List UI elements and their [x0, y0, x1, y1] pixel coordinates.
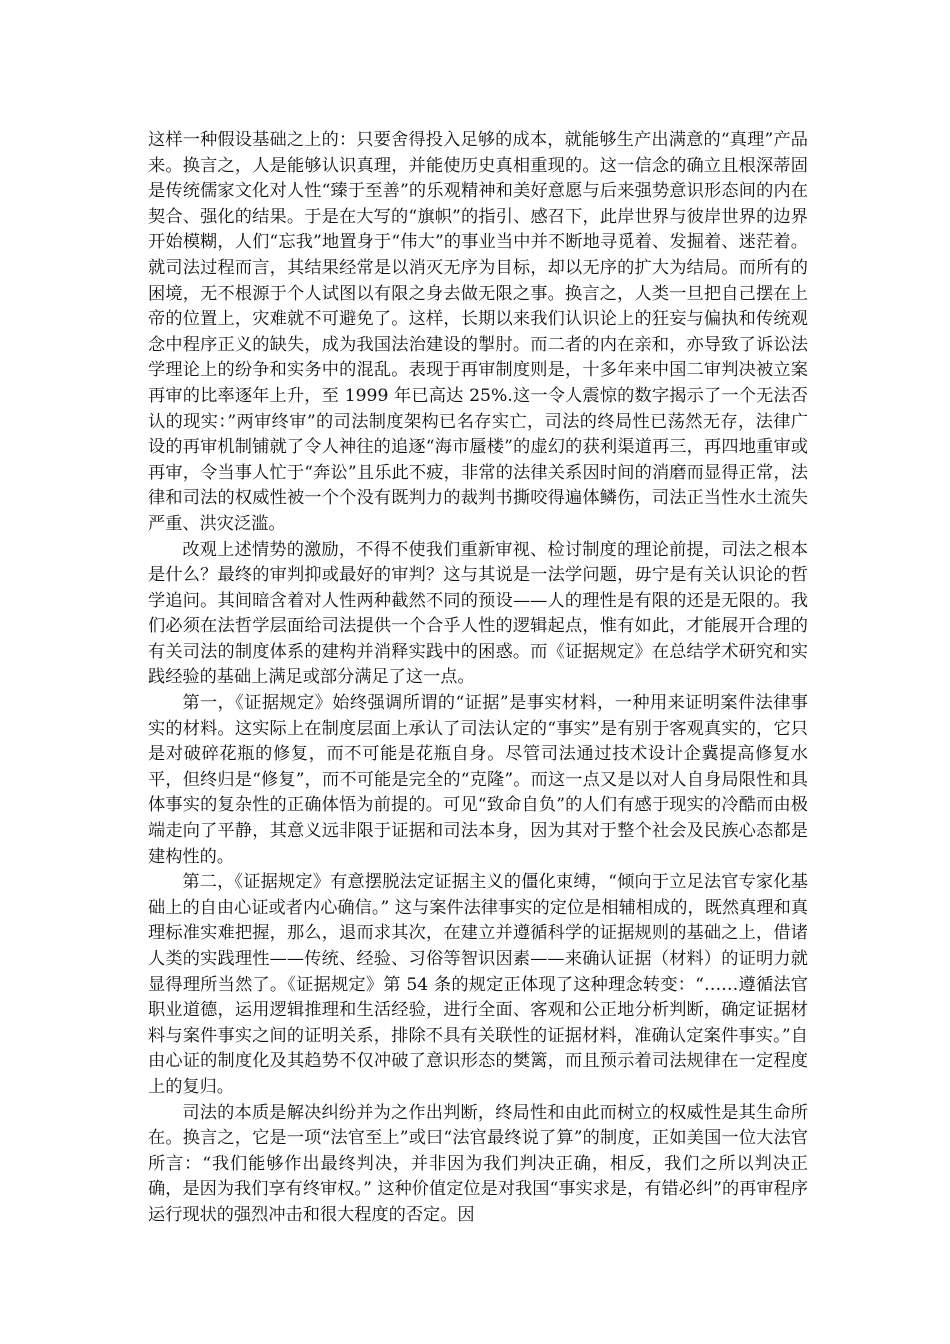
paragraph-2: 改观上述情势的激励，不得不使我们重新审视、检讨制度的理论前提，司法之根本是什么？最终的审判抑或最好的审判？这与其说是一法学问题，毋宁是有关认识论的哲学追问。其间暗含着对人性两种截然不同的预设——人的理性是有限的还是无限的。我们必须在法哲学层面给司法提供一个合乎人性的逻辑起点，惟有如此，才能展开合理的有关司法的制度体系的建构并消释实践中的困惑。而《证据规定》在总结学术研究和实践经验的基础上满足或部分满足了这一点。 — [148, 539, 808, 688]
paragraph-5: 司法的本质是解决纠纷并为之作出判断，终局性和由此而树立的权威性是其生命所在。换言之，它是一项“法官至上”或曰“法官最终说了算”的制度，正如美国一位大法官所言：“我们能够作出最终判决，并非因为我们判决正确，相反，我们之所以判决正确，是因为我们享有终审权。” 这种价值定位是对我国“事实求是，有错必纠”的再审程序运行现状的强烈冲击和很大程度的否定。因 — [148, 1102, 808, 1225]
document-body — [148, 128, 808, 1229]
paragraph-1: 这样一种假设基础之上的：只要舍得投入足够的成本，就能够生产出满意的“真理”产品来。换言之，人是能够认识真理，并能使历史真相重现的。这一信念的确立且根深蒂固是传统儒家文化对人性“臻于至善”的乐观精神和美好意愿与后来强势意识形态间的内在契合、强化的结果。于是在大写的“旗帜”的指引、感召下，此岸世界与彼岸世界的边界开始模糊，人们“忘我”地置身于“伟大”的事业当中并不断地寻觅着、发掘着、迷茫着。就司法过程而言，其结果经常是以消灭无序为目标，却以无序的扩大为结局。而所有的困境，无不根源于个人试图以有限之身去做无限之事。换言之，人类一旦把自己摆在上帝的位置上，灾难就不可避免了。这样，长期以来我们认识论上的狂妄与偏执和传统观念中程序正义的缺失，成为我国法治建设的掣肘。而二者的内在亲和，亦导致了诉讼法学理论上的纷争和实务中的混乱。表现于再审制度则是，十多年来中国二审判决被立案再审的比率逐年上升，至 1999 年已高达 25%.这一令人震惊的数字揭示了一个无法否认的现实：”两审终审”的司法制度架构已名存实亡，司法的终局性已荡然无存，法律广设的再审机制铺就了令人神往的追逐“海市蜃楼”的虚幻的获利渠道再三，再四地重审或再审，令当事人忙于“奔讼”且乐此不疲，非常的法律关系因时间的消磨而显得正常，法律和司法的权威性被一个个没有既判力的裁判书撕咬得遍体鳞伤，司法正当性水土流失严重、洪灾泛滥。 — [148, 130, 808, 534]
paragraph-3: 第一，《证据规定》始终强调所谓的“证据”是事实材料，一种用来证明案件法律事实的材料。这实际上在制度层面上承认了司法认定的“事实”是有别于客观真实的，它只是对破碎花瓶的修复，而不可能是花瓶自身。尽管司法通过技术设计企冀提高修复水平，但终归是“修复”，而不可能是完全的“克隆”。而这一点又是以对人自身局限性和具体事实的复杂性的正确体悟为前提的。可见“致命自负”的人们有感于现实的冷酷而由极端走向了平静，其意义远非限于证据和司法本身，因为其对于整个社会及民族心态都是建构性的。 — [148, 693, 808, 867]
paragraph-4: 第二，《证据规定》有意摆脱法定证据主义的僵化束缚，“倾向于立足法官专家化基础上的自由心证或者内心确信。” 这与案件法律事实的定位是相辅相成的，既然真理和真理标准实难把握，那么，退而求其次，在建立并遵循科学的证据规则的基础之上，借诸人类的实践理性——传统、经验、习俗等智识因素——来确认证据（材料）的证明力就显得理所当然了。《证据规定》第 54 条的规定正体现了这种理念转变：“……遵循法官职业道德，运用逻辑推理和生活经验，进行全面、客观和公正地分析判断，确定证据材料与案件事实之间的证明关系，排除不具有关联性的证据材料，准确认定案件事实。”自由心证的制度化及其趋势不仅冲破了意识形态的樊篱，而且预示着司法规律在一定程度上的复归。 — [148, 872, 808, 1097]
